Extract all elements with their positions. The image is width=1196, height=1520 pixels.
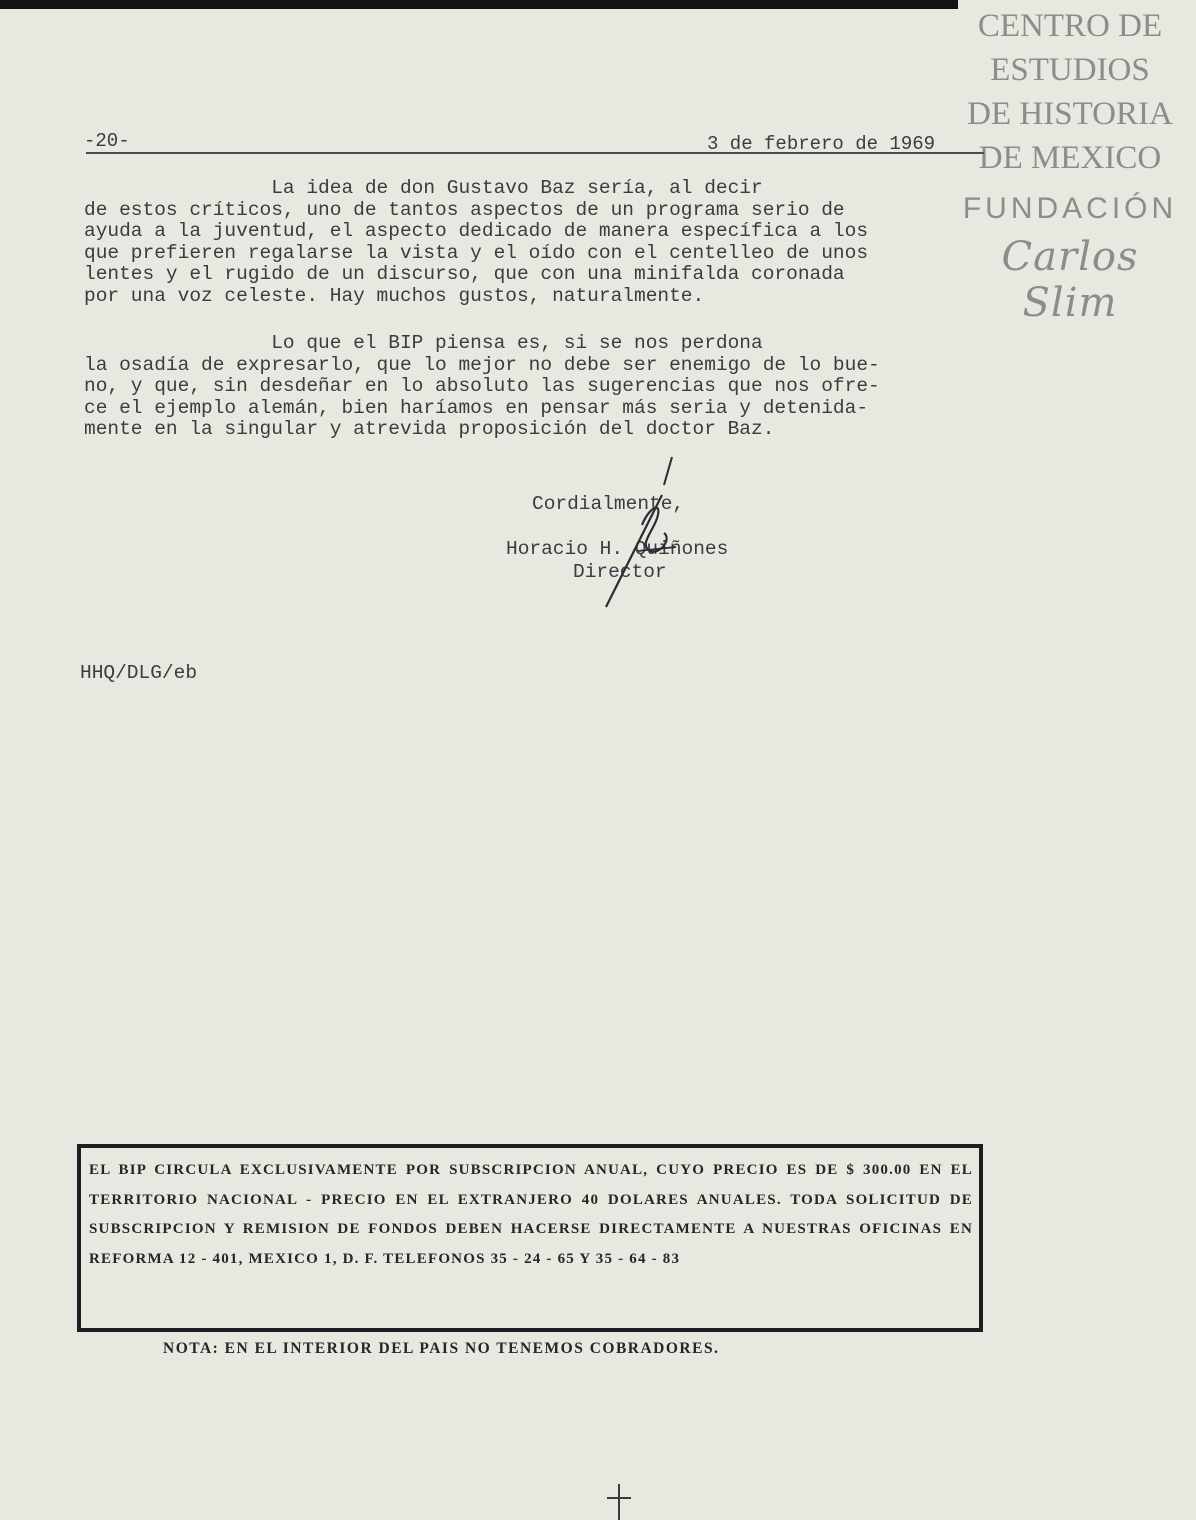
- handwritten-signature: [580, 455, 690, 615]
- watermark-line: DE MEXICO: [978, 140, 1162, 176]
- subscription-notice-box: [77, 1144, 983, 1332]
- scan-top-edge: [0, 0, 958, 9]
- watermark-foundation: FUNDACIÓN: [962, 192, 1178, 225]
- body-paragraph-2: Lo que el BIP piensa es, si se nos perdona la osadía de expresarlo, que lo mejor no debe ser enemigo de lo bue- no, y que, sin desdeñar en lo absoluto las sugerencias que nos ofre- ce el ejemplo alemán, bien haríamos en pensar más seria y detenida- mente en la singular y atrevida proposición del doctor Baz.: [84, 332, 880, 440]
- signer-title: Director: [573, 561, 667, 583]
- watermark-line: DE HISTORIA: [967, 96, 1173, 132]
- watermark-line: ESTUDIOS: [990, 52, 1150, 88]
- closing-salutation: Cordialmente,: [532, 493, 685, 515]
- watermark-line: CENTRO DE: [977, 8, 1163, 44]
- subscription-notice-text: EL BIP CIRCULA EXCLUSIVAMENTE POR SUBSCRIPCION ANUAL, CUYO PRECIO ES DE $ 300.00 EN EL TERRITORIO NACIONAL - PRECIO EN EL EXTRANJERO 40 DOLARES ANUALES. TODA SOLICITUD DE SUBSCRIPCION Y REMISION DE FONDOS DEBEN HACERSE DIRECTAMENTE A NUESTRAS OFICINAS EN REFORMA 12 - 401, MEXICO 1, D. F. TELEFONOS 35 - 24 - 65 Y 35 - 64 - 83: [89, 1162, 973, 1267]
- body-paragraph-1: La idea de don Gustavo Baz sería, al decir de estos críticos, uno de tantos aspectos de un programa serio de ayuda a la juventud, el aspecto dedicado de manera específica a los que prefieren regalarse la vista y el oído con el centelleo de unos lentes y el rugido de un discurso, que con una minifalda coronada por una voz celeste. Hay muchos gustos, naturalmente.: [84, 177, 869, 307]
- watermark-signature: Carlos Slim: [1001, 234, 1139, 326]
- signer-name: Horacio H. Quiñones: [506, 538, 729, 560]
- page-number: -20-: [84, 130, 130, 152]
- reference-initials: HHQ/DLG/eb: [80, 662, 198, 684]
- collectors-note: NOTA: EN EL INTERIOR DEL PAIS NO TENEMOS COBRADORES.: [163, 1340, 720, 1357]
- page-bottom-mark: [605, 1484, 633, 1520]
- letter-date: 3 de febrero de 1969: [707, 133, 936, 155]
